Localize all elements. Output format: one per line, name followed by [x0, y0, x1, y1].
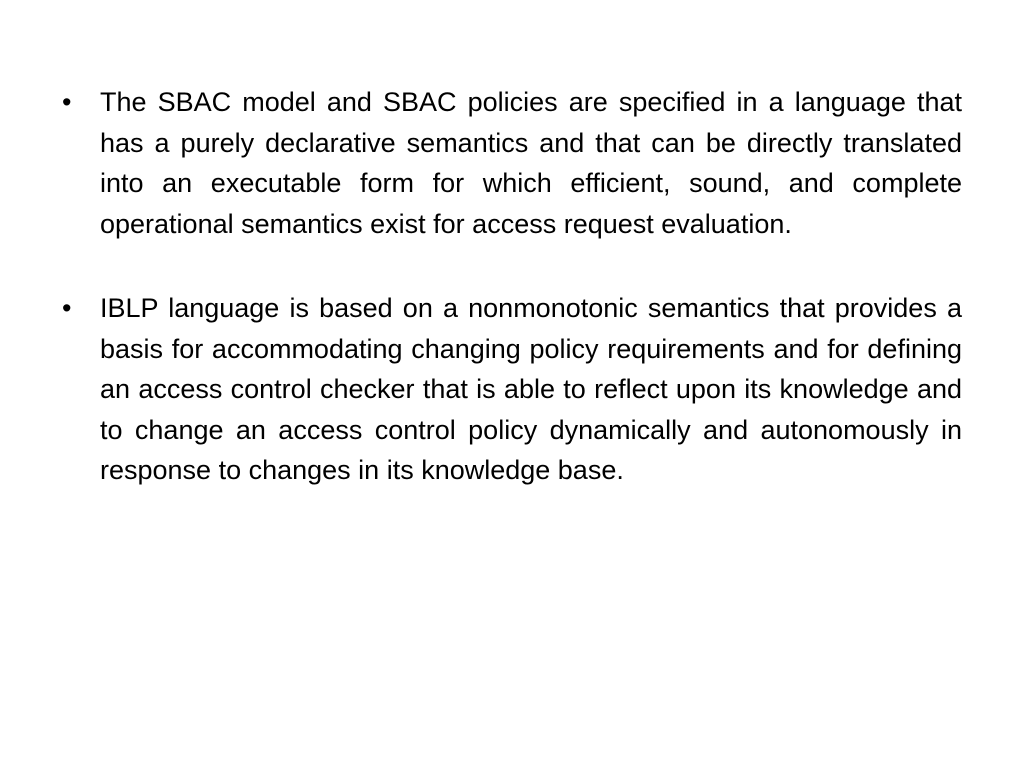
bullet-text: The SBAC model and SBAC policies are specified in a language that has a purely declarative semantics and that can be directly translated into an executable form for which efficient, sound, and complete operational semantics exist for access request evaluation.	[100, 87, 962, 239]
bullet-text: IBLP language is based on a nonmonotonic semantics that provides a basis for accommodating changing policy requirements and for defining an access control checker that is able to reflect upon its knowledge and to change an access control policy dynamically and autonomously in response to changes in its knowledge base.	[100, 293, 962, 485]
bullet-list	[62, 82, 962, 535]
bullet-marker-icon: •	[62, 293, 72, 323]
bullet-marker-icon: •	[62, 87, 72, 117]
bullet-item-iblp-language	[62, 288, 962, 491]
bullet-item-sbac-model	[62, 82, 962, 244]
